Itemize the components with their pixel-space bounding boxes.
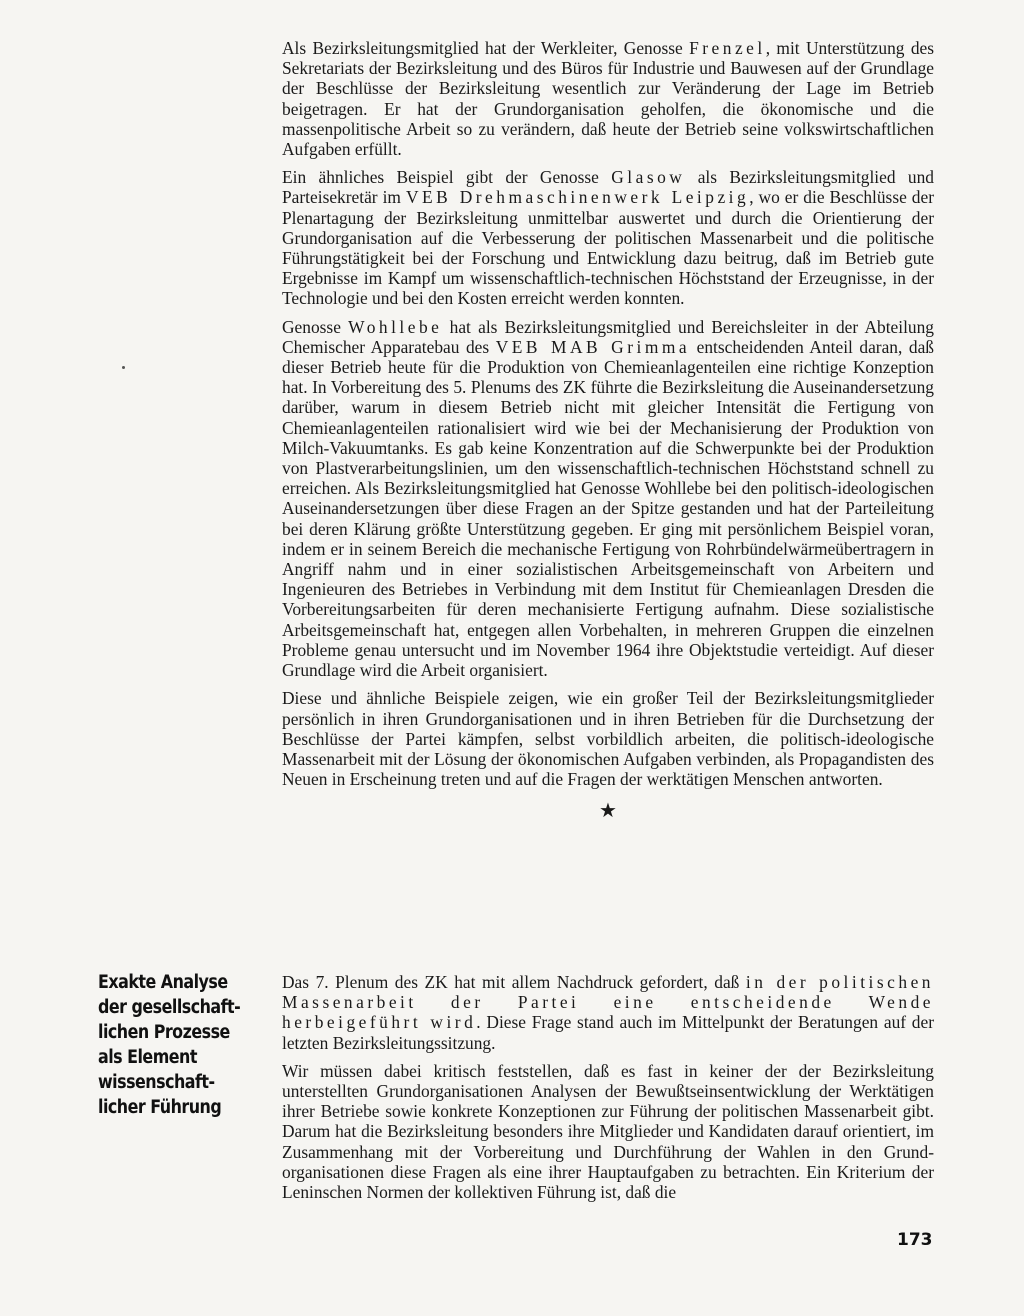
margin-heading-line: der gesellschaft- [98, 997, 241, 1018]
margin-heading-line: wissenschaft- [98, 1072, 215, 1093]
paragraph-summary [282, 688, 934, 789]
emphasized-run: VEB MAB Grimma [495, 336, 691, 357]
emphasized-run: Frenzel [689, 38, 766, 58]
emphasized-run: VEB Drehmaschinenwerk Leipzig [405, 187, 750, 208]
text-run: , wo er die Beschlüsse der Plenartagung der Bezirksleitung unmittelbar auswertet und durch die Orientierung der Grundorganisation auf die Verbesserung der politischen Massenarbeit und die politische Führungstätigkeit bei der Forschung und Entwicklung dazu beitrug, daß im Betrieb gute Ergebnisse im Kampf um wissenschaftlich-technischen Höchststand der Erzeugnisse, in der Technologie und bei den Kosten erreicht werden konnten. [282, 187, 934, 309]
text-run: . Diese Frage stand auch im Mittelpunkt der Beratungen auf der letzten Bezirksleitungssitzung. [282, 1012, 934, 1053]
paragraph-glasow [282, 167, 934, 308]
emphasized-run: Glasow [611, 167, 686, 188]
paragraph-wohllebe [282, 317, 934, 681]
text-run: entscheidenden Anteil daran, daß dieser Betrieb heute für die Produktion von Chemieanlagenteilen eine richtige Konzeption hat. In Vorbereitung des 5. Plenums des ZK führte die Bezirksleitung die Auseinandersetzung darüber, warum in diesem Betrieb nicht mit gleicher Intensität die Fertigung von Chemieanlagenteilen rationalisiert wird wie bei der Mechanisierung der Produktion von Milch-Vakuumtanks. Es gab keine Konzentration auf die Schwerpunkte bei der Produktion von Plastverarbeitungslinien, um den wissenschaftlich-technischen Höchststand schnell zu erreichen. Als Bezirksleitungsmitglied hat Genosse Wohllebe bei den politisch-ideologischen Auseinandersetzungen über diese Fragen an der Spitze gestanden und hat der Parteileitung bei deren Klärung größte Unterstützung gegeben. Er ging mit persönlichem Beispiel voran, indem er in seinem Bereich die mechanische Fertigung von Rohrbündelwärmeübertragern in Angriff nahm und in einer sozialistischen Arbeitsgemeinschaft von Arbeitern und Ingenieuren des Betriebes in Verbindung mit dem Institut für Chemieanlagen Dresden die Vorbereitungsarbeiten für deren mechanisierte Fertigung aufnahm. Diese sozialistische Arbeitsgemeinschaft hat, entgegen allen Vorbehalten, in mehreren Gruppen die einzelnen Probleme genau untersucht und im November 1964 ihre Objektstudie verteidigt. Auf dieser Grundlage wird die Arbeit organisiert. [282, 336, 934, 681]
margin-heading-line: licher Führung [98, 1097, 222, 1118]
margin-heading [98, 970, 241, 1120]
paragraph-plenum [282, 972, 934, 1053]
margin-heading-line: lichen Prozesse [98, 1022, 230, 1043]
text-run: Genosse [282, 316, 349, 337]
text-run: Diese und ähnliche Beispiele zeigen, wie ein großer Teil der Bezirksleitungsmitglieder persönlich in ihren Grundorganisationen und in ihren Betrieben für die Durchsetzung der Beschlüsse der Partei kämpfen, selbst vorbildlich arbeiten, die politisch-ideologische Massenarbeit mit der Lösung der ökonomischen Aufgaben verbinden, als Propagandisten des Neuen in Erscheinung treten und auf die Fragen der werktätigen Menschen antworten. [282, 688, 934, 790]
paragraph-criticism [282, 1061, 934, 1202]
margin-heading-line: Exakte Analyse [98, 972, 228, 993]
margin-speck [122, 366, 125, 369]
emphasized-run: Wohllebe [348, 316, 443, 337]
text-run: Als Bezirksleitungsmitglied hat der Werkleiter, Genosse [282, 38, 690, 58]
text-run: Das 7. Plenum des ZK hat mit allem Nachdruck gefordert, daß [282, 972, 746, 992]
paragraph-frenzel [282, 38, 934, 159]
page-number: 173 [897, 1230, 933, 1250]
section-separator-star: ★ [599, 800, 617, 823]
text-run: als Bezirksleitungsmitglied und Parteisekretär im [282, 167, 934, 208]
text-run: , mit Unterstützung des Sekretariats der Bezirksleitung und des Büros für Industrie und Bauwesen auf der Grundlage der Beschlüsse der Bezirksleitung wesentlich zur Veränderung der Lage im Betrieb beigetragen. Er hat der Grundorganisation geholfen, die ökonomische und die massenpolitische Arbeit so zu verändern, daß heute der Betrieb seine volkswirtschaftlichen Aufgaben erfüllt. [282, 38, 935, 160]
text-run: Wir müssen dabei kritisch feststellen, daß es fast in keiner der der Bezirksleitung unterstellten Grundorganisationen Analysen der Bewußtseinsentwicklung der Werktätigen ihrer Betriebe sowie konkrete Konzeptionen zur Führung der politischen Massenarbeit gibt. Darum hat die Bezirksleitung besonders ihre Mitglieder und Kandidaten darauf orientiert, im Zusammenhang mit der Vorbereitung und Durchführung der Wahlen in den Grundorganisationen diese Fragen als eine ihrer Hauptaufgaben zu betrachten. Ein Kriterium der Leninschen Normen der kollektiven Führung ist, daß die [282, 1060, 934, 1203]
lower-text-column [282, 972, 934, 1210]
text-run: hat als Bezirksleitungsmitglied und Bereichsleiter in der Abteilung Chemischer Apparatebau des [282, 316, 934, 357]
text-run: Ein ähnliches Beispiel gibt der Genosse [282, 167, 612, 188]
emphasized-run: in der politischen Massenarbeit der Partei eine entscheidende Wende herbeigeführt wird [282, 972, 934, 1033]
margin-heading-line: als Element [98, 1047, 197, 1068]
main-text-column [282, 38, 934, 835]
